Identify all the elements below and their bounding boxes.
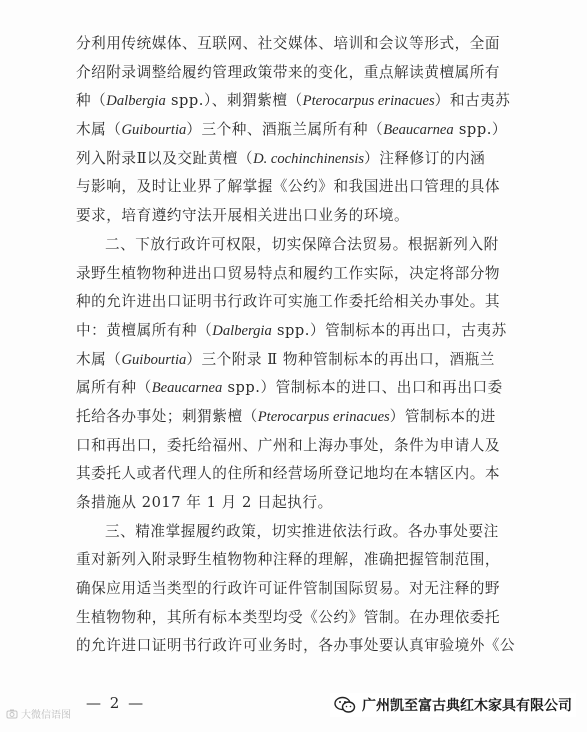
text-line: [76, 173, 532, 202]
latin-name: Guibourtia: [121, 122, 187, 139]
text-line: [76, 432, 532, 461]
text-run: 三、精准掌握履约政策，切实推进依法行政。各办事处要注: [105, 522, 499, 540]
text-run: 与影响，及时让业界了解掌握《公约》和我国进出口管理的具体: [76, 178, 501, 196]
text-line: [76, 403, 532, 432]
text-run: 录野生植物物种进出口贸易特点和履约工作实际，决定将部分物: [76, 264, 501, 282]
latin-name: Dalbergia: [106, 93, 166, 110]
text-line: [76, 260, 532, 289]
text-line: [76, 116, 532, 145]
text-run: 种（: [76, 92, 107, 110]
camera-icon: [6, 708, 18, 720]
text-run: 的允许进口证明书行政许可业务时，各办事处要认真审验境外《公: [76, 637, 516, 655]
latin-name: Dalbergia: [212, 322, 272, 339]
text-line: [76, 87, 532, 116]
text-run: 木属（: [76, 121, 122, 139]
text-run: 介绍附录调整给履约管理政策带来的变化，重点解读黄檀属所有: [76, 63, 501, 81]
text-line: [76, 546, 532, 575]
text-line: [76, 518, 532, 547]
text-line: [76, 30, 532, 59]
text-run: 生植物物种，其所有标本类型均受《公约》管制。在办理依委托: [76, 608, 501, 626]
text-run: 重对新列入附录野生植物物种注释的理解，准确把握管制范围，: [76, 551, 501, 569]
watermark-text: 大微信语图: [21, 710, 71, 721]
text-run: 要求，培育遵约守法开展相关进出口业务的环境。: [76, 207, 410, 225]
text-line: [76, 460, 532, 489]
text-run: 种的允许进出口证明书行政许可实施工作委托给相关办事处。其: [76, 293, 501, 311]
text-run: 确保应用适当类型的行政许可证件管制国际贸易。对无注释的野: [76, 580, 501, 598]
watermark: [6, 706, 71, 721]
latin-name: Guibourtia: [121, 351, 187, 368]
text-run: 分利用传统媒体、互联网、社交媒体、培训和会议等形式，全面: [76, 35, 501, 52]
text-line: [76, 145, 532, 174]
page-number: — 2 —: [86, 694, 146, 712]
wechat-icon: [334, 696, 356, 714]
text-run: ）和古夷苏: [434, 92, 511, 110]
text-run: 二、下放行政许可权限，切实保障合法贸易。根据新列入附: [105, 235, 499, 253]
text-line: [76, 489, 532, 518]
text-line: [76, 374, 532, 403]
latin-name: Beaucarnea: [151, 380, 223, 397]
text-run: spp.）管制标本的再出口，古夷苏: [271, 321, 507, 339]
text-run: spp.）、刺猬紫檀（: [165, 92, 303, 110]
text-run: 条措施从 2017 年 1 月 2 日起执行。: [76, 494, 333, 511]
text-line: [76, 317, 532, 346]
document-body: [76, 30, 532, 661]
company-name: 广州凯至富古典红木家具有限公司: [362, 698, 572, 714]
text-line: [76, 202, 532, 231]
text-run: spp.）管制标本的进口、出口和再出口委: [222, 379, 503, 397]
latin-name: D. cochinchinensis: [253, 150, 365, 167]
text-line: [76, 288, 532, 317]
text-run: ）三个附录 Ⅱ 物种管制标本的再出口，酒瓶兰: [186, 350, 495, 368]
text-run: ）管制标本的进: [389, 407, 496, 425]
text-run: ）三个种、酒瓶兰属所有种（: [186, 121, 384, 139]
text-run: 托给各办事处；刺猬紫檀（: [76, 407, 258, 425]
text-run: 属所有种（: [76, 379, 152, 397]
latin-name: Beaucarnea: [383, 122, 454, 139]
text-run: 列入附录Ⅱ以及交趾黄檀（: [76, 149, 254, 167]
company-tag[interactable]: [330, 693, 576, 717]
latin-name: Pterocarpus erinacues: [257, 408, 390, 425]
text-run: 中：黄檀属所有种（: [76, 321, 213, 339]
text-line: [76, 231, 532, 260]
text-run: 其委托人或者代理人的住所和经营场所登记地均在本辖区内。本: [76, 465, 501, 483]
text-line: [76, 604, 532, 633]
text-run: 口和再出口，委托给福州、广州和上海办事处，条件为申请人及: [76, 436, 501, 454]
text-line: [76, 575, 532, 604]
text-line: [76, 59, 532, 88]
latin-name: Pterocarpus erinacues: [302, 93, 435, 110]
text-run: ）注释修订的内涵: [364, 149, 486, 167]
text-line: [76, 346, 532, 375]
text-run: 木属（: [76, 350, 122, 368]
text-line: [76, 632, 532, 661]
text-run: spp.）: [453, 121, 508, 139]
